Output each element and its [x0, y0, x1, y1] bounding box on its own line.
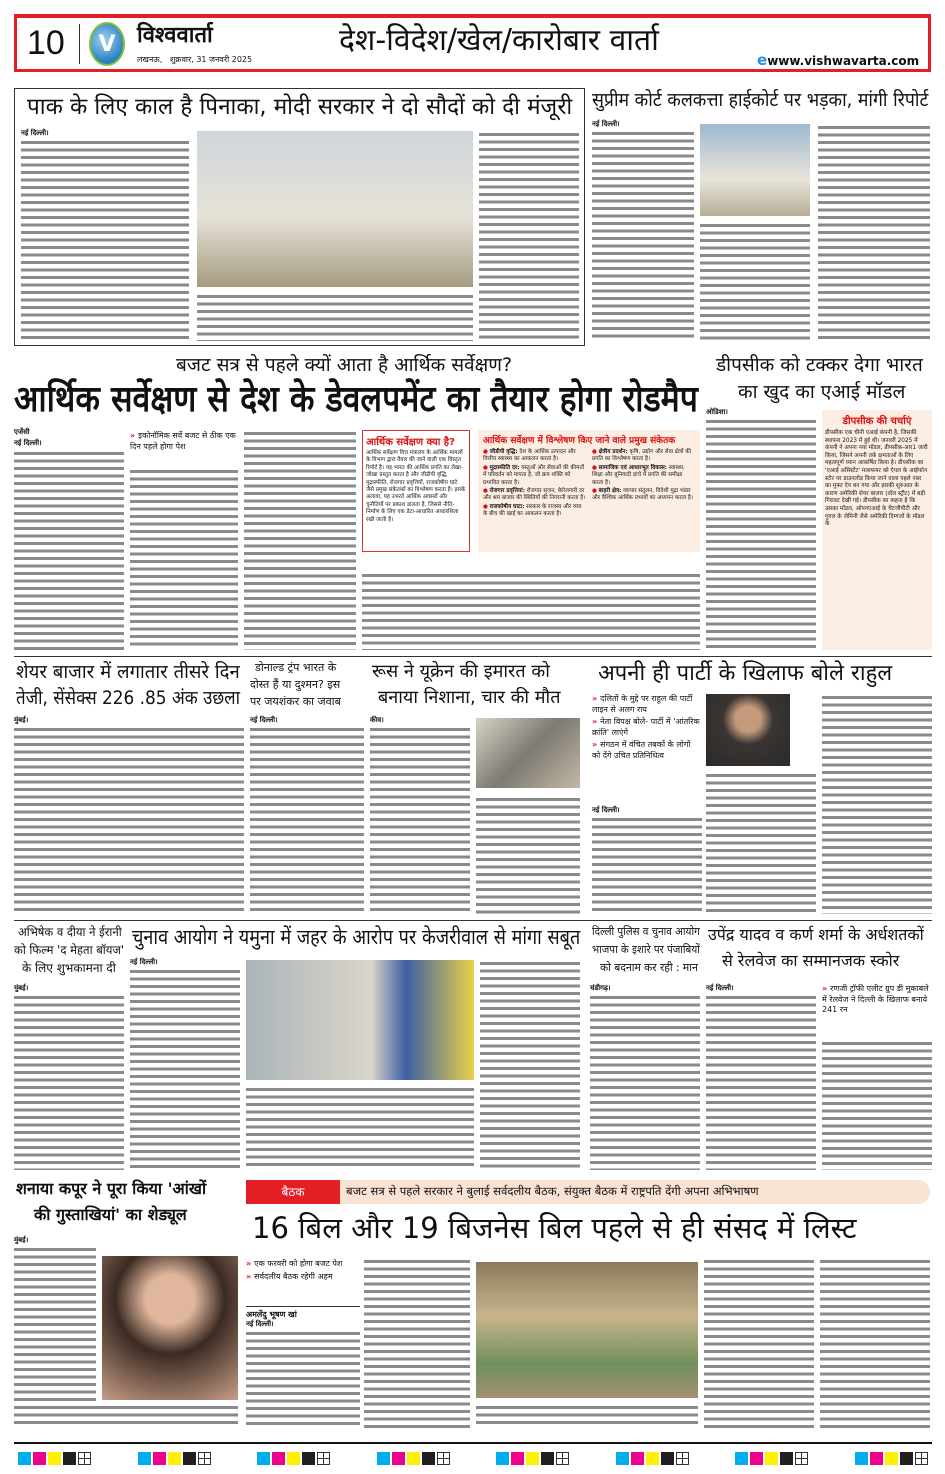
- headline: से रेलवेज का सम्मानजक स्कोर: [722, 951, 900, 970]
- color-swatch: [870, 1452, 883, 1465]
- info-box-indicators: [478, 430, 700, 552]
- shanaya-kapoor-photo: [102, 1256, 238, 1400]
- body-text: [590, 994, 700, 1170]
- color-swatch: [18, 1452, 31, 1465]
- body-text: [822, 694, 932, 914]
- ukraine-building-photo: [476, 718, 580, 788]
- color-swatch: [287, 1452, 300, 1465]
- chevron-icon: »: [592, 717, 598, 726]
- color-bar: [735, 1452, 808, 1466]
- kicker: बजट सत्र से पहले क्यों आता है आर्थिक सर्वेक्षण?: [176, 354, 513, 376]
- headline: शेयर बाजार में लगातार तीसरे दिन: [16, 661, 240, 683]
- color-swatch: [661, 1452, 674, 1465]
- footer-rule: [14, 1442, 932, 1444]
- byline: एजेंसी: [14, 428, 30, 436]
- bullet-icon: ●: [483, 503, 488, 510]
- supreme-court-photo: [700, 124, 810, 216]
- headline: तेजी, सेंसेक्स 226 .85 अंक उछला: [16, 687, 240, 709]
- body-text: [250, 726, 364, 914]
- highlight: » इकोनॉमिक सर्वे बजट से ठीक एक दिन पहले होगा पेश: [130, 431, 236, 451]
- body-text: [21, 139, 189, 339]
- body-text: [592, 816, 702, 914]
- dateline: नई दिल्ली।: [592, 120, 620, 128]
- color-swatch: [302, 1452, 315, 1465]
- chevron-icon: »: [246, 1259, 252, 1268]
- highlights: [592, 694, 700, 763]
- headline: दिल्ली पुलिस व चुनाव आयोग: [592, 925, 700, 938]
- color-swatch: [646, 1452, 659, 1465]
- color-swatch: [257, 1452, 270, 1465]
- color-bar: [257, 1452, 330, 1466]
- color-swatch: [780, 1452, 793, 1465]
- body-text: [704, 1258, 814, 1428]
- color-swatch: [422, 1452, 435, 1465]
- color-swatch: [48, 1452, 61, 1465]
- body-text: [246, 1086, 474, 1170]
- box-body: डीपसीक एक चीनी एआई कंपनी है, जिसकी स्थापना 2023 में हुई थी। जनवरी 2025 में कंपनी ने अपना नया मॉडल, डीपसीक-आर1 जारी किया, जिसने अपनी तर्क क्षमताओं के लिए महत्वपूर्ण ध्यान आकर्षित किया है। डीपसीक का 'एआई असिस्टेंट' मासफयर को ऐपल के आईफोन स्टोर पर डाउनलोड किया जाने वाला पहले नंबर का मुफ्त ऐप बन गया और इसकी शुरुआत के कारण अमेरिकी शेयर बाजार (वॉल स्ट्रीट) में बड़ी गिरावट देखी गई। डीपसीक का कहना है कि उसका मॉडल, ओपनएआई के चैटजीपीटी और गूगल के जेमिनी जैसे अमेरिकी दिग्गजों के मॉडल के: [825, 430, 928, 528]
- crosshair-icon: [78, 1452, 91, 1465]
- deepseek-box: [822, 410, 932, 650]
- color-swatch: [526, 1452, 539, 1465]
- body-text: [476, 796, 580, 914]
- rahul-gandhi-photo: [706, 694, 790, 766]
- crosshair-icon: [795, 1452, 808, 1465]
- indicator-item: ● सामाजिक एवं आधारभूत विकास: स्वास्थ्य, शिक्षा और बुनियादी ढांचे में प्रगति की समीक्षा करता है।: [592, 464, 685, 486]
- parliament-photo: [476, 1262, 698, 1398]
- crosshair-icon: [915, 1452, 928, 1465]
- color-swatch: [885, 1452, 898, 1465]
- dateline: मुंबई।: [14, 716, 29, 724]
- body-text: [362, 572, 700, 650]
- indicator-item: ● जीडीपी वृद्धि: देश के आर्थिक उत्पादन और वित्तीय स्वास्थ्य का आकलन करता है।: [483, 449, 576, 463]
- highlights: [246, 1258, 360, 1284]
- dateline: नई दिल्ली।: [246, 1320, 274, 1328]
- crosshair-icon: [198, 1452, 211, 1465]
- registration-marks: [18, 1452, 928, 1466]
- body-text: [364, 1258, 470, 1428]
- section-title: देश-विदेश/खेल/कारोबार वार्ता: [339, 23, 659, 58]
- body-text: [130, 968, 240, 1170]
- pinaka-rocket-photo: [197, 131, 473, 287]
- info-box-what-is: [362, 430, 470, 552]
- body-text: [14, 1246, 96, 1428]
- divider: [14, 656, 932, 657]
- body-text: [246, 1330, 360, 1428]
- dateline: चंडीगढ़।: [590, 984, 611, 992]
- crosshair-icon: [676, 1452, 689, 1465]
- color-swatch: [631, 1452, 644, 1465]
- color-bar: [616, 1452, 689, 1466]
- color-bar: [18, 1452, 91, 1466]
- ie-icon: e: [757, 51, 768, 69]
- masthead: [14, 14, 931, 72]
- color-swatch: [183, 1452, 196, 1465]
- headline: डीपसीक को टक्कर देगा भारत: [716, 354, 923, 376]
- logo-icon: V: [89, 22, 125, 66]
- body-text: [476, 1404, 698, 1428]
- headline: का खुद का एआई मॉडल: [738, 381, 906, 403]
- box-title: आर्थिक सर्वेक्षण में विश्लेषण किए जाने वाले प्रमुख संकेतक: [483, 436, 676, 446]
- dateline: नई दिल्ली।: [592, 806, 620, 814]
- dateline: मुंबई।: [14, 984, 29, 992]
- color-swatch: [541, 1452, 554, 1465]
- page-number: 10: [27, 24, 65, 62]
- highlight-item: » संगठन में वंचित तबकों के लोगों को देंगे उचित प्रतिनिधित्व: [592, 740, 691, 760]
- headline: अभिषेक व दीया ने ईरानी: [18, 925, 122, 939]
- dateline: नई दिल्ली।: [706, 984, 734, 992]
- dateline: ओडिशा।: [706, 408, 728, 416]
- headline: 16 बिल और 19 बिजनेस बिल पहले से ही संसद में लिस्ट: [252, 1211, 857, 1245]
- box-title: डीपसीक की चर्चाएं: [842, 416, 912, 427]
- divider: [14, 920, 932, 921]
- bullet-icon: ●: [483, 488, 488, 495]
- color-swatch: [392, 1452, 405, 1465]
- body-text: [818, 124, 930, 342]
- kicker: बजट सत्र से पहले सरकार ने बुलाई सर्वदलीय बैठक, संयुक्त बैठक में राष्ट्रपति देंगी अपना अभिभाषण: [346, 1184, 759, 1198]
- body-text: [479, 131, 579, 341]
- color-bar: [138, 1452, 211, 1466]
- dateline: नई दिल्ली।: [250, 716, 278, 724]
- indicator-item: ● बाहरी क्षेत्र: व्यापार संतुलन, विदेशी मुद्रा भंडार और वैश्विक आर्थिक प्रभावों का अध्ययन करता है।: [592, 488, 693, 502]
- crosshair-icon: [437, 1452, 450, 1465]
- dateline: कीव।: [370, 716, 384, 724]
- body-text: [820, 1258, 930, 1428]
- color-swatch: [272, 1452, 285, 1465]
- headline: पर जयशंकर का जवाब: [250, 695, 341, 708]
- body-text: [592, 130, 694, 342]
- dateline: नई दिल्ली।: [130, 958, 158, 966]
- crosshair-icon: [317, 1452, 330, 1465]
- dateline: नई दिल्ली।: [14, 439, 42, 447]
- body-text: [130, 468, 238, 650]
- color-swatch: [33, 1452, 46, 1465]
- divider: [79, 24, 80, 64]
- headline: शनाया कपूर ने पूरा किया 'आंखों: [16, 1179, 207, 1198]
- color-swatch: [750, 1452, 763, 1465]
- headline: आर्थिक सर्वेक्षण से देश के डेवलपमेंट का तैयार होगा रोडमैप: [14, 379, 698, 420]
- color-swatch: [407, 1452, 420, 1465]
- headline: की गुस्ताखियां' का शेड्यूल: [34, 1205, 187, 1224]
- color-swatch: [735, 1452, 748, 1465]
- color-bar: [496, 1452, 569, 1466]
- color-swatch: [900, 1452, 913, 1465]
- indicator-item: ● राजकोषीय घाटा: सरकार के राजस्व और व्यय के बीच की खाई का आकलन करता है।: [483, 503, 582, 518]
- highlight-item: » सर्वदलीय बैठक रहेगी अहम: [246, 1272, 333, 1281]
- headline: बनाया निशाना, चार की मौत: [378, 687, 561, 708]
- headline: डोनाल्ड ट्रंप भारत के: [255, 661, 337, 674]
- color-bar: [855, 1452, 928, 1466]
- bullet-icon: ●: [483, 449, 488, 455]
- bullet-icon: ●: [592, 464, 597, 471]
- body-text: [370, 726, 470, 914]
- bullet-icon: ●: [483, 464, 488, 471]
- body-text: [14, 1404, 238, 1428]
- body-text: [706, 418, 816, 650]
- color-swatch: [616, 1452, 629, 1465]
- body-text: [244, 430, 356, 650]
- color-swatch: [511, 1452, 524, 1465]
- headline: दोस्त हैं या दुश्मन? इस: [250, 678, 341, 691]
- color-swatch: [153, 1452, 166, 1465]
- section-banner: [246, 1180, 930, 1204]
- body-text: [706, 772, 816, 914]
- headline: उपेंद्र यादव व कर्ण शर्मा के अर्धशतकों: [708, 925, 924, 944]
- indicator-item: ● रोजगार प्रवृत्तियां: रोजगार सृजन, बेरोजगारी दर और श्रम बाजार की स्थितियों की निगरानी करता है।: [483, 488, 586, 502]
- body-text: [14, 450, 124, 650]
- box-body: आर्थिक सर्वेक्षण वित्त मंत्रालय के आर्थिक मामलों के विभाग द्वारा तैयार की जाने वाली एक विस्तृत रिपोर्ट है। यह भारत की आर्थिक प्रगति का लेखा-जोखा प्रस्तुत करता है और जीडीपी वृद्धि, मुद्रास्फीति, रोजगार प्रवृत्तियों, राजकोषीय घाटे जैसे प्रमुख संकेतकों का विश्लेषण करता है। इसके अलावा, यह उभरते आर्थिक अवसरों और चुनौतियों पर प्रकाश डालता है, जिससे नीति-निर्माण के लिए एक डेटा-आधारित आधारशिला रखी जाती है।: [366, 450, 466, 523]
- chevron-icon: »: [822, 984, 828, 993]
- headline: के लिए शुभकामना दी: [22, 961, 116, 975]
- body-text: [14, 994, 124, 1170]
- color-swatch: [496, 1452, 509, 1465]
- headline: अपनी ही पार्टी के खिलाफ बोले राहुल: [598, 661, 893, 686]
- kejriwal-photo: [246, 960, 474, 1080]
- dateline: मुंबई।: [14, 1236, 29, 1244]
- chevron-icon: »: [130, 431, 136, 440]
- byline: अमलेंदु भूषण खां: [246, 1306, 360, 1320]
- dateline: लखनऊ, शुक्रवार, 31 जनवरी 2025: [137, 55, 253, 64]
- color-swatch: [63, 1452, 76, 1465]
- color-swatch: [765, 1452, 778, 1465]
- body-text: [14, 726, 244, 914]
- story-pinaka: [14, 88, 585, 346]
- highlight-item: » दलितों के मुद्दे पर राहुल की पार्टी लाइन से अलग राय: [592, 694, 693, 714]
- headline: चुनाव आयोग ने यमुना में जहर के आरोप पर केजरीवाल से मांगा सबूत: [132, 925, 581, 949]
- box-title: आर्थिक सर्वेक्षण क्या है?: [366, 437, 455, 448]
- crosshair-icon: [556, 1452, 569, 1465]
- body-text: [706, 994, 816, 1170]
- body-text: [700, 222, 810, 342]
- story-supreme-court: [592, 88, 932, 346]
- headline: पाक के लिए काल है पिनाका, मोदी सरकार ने दो सौदों को दी मंजूरी: [27, 94, 573, 120]
- headline: रूस ने यूक्रेन की इमारत को: [372, 661, 550, 682]
- highlight-item: » नेता विपक्ष बोले- पार्टी में 'आंतरिक क्रांति' लाएंगे: [592, 717, 700, 737]
- highlight: » रणजी ट्रॉफी एलीट ग्रुप डी मुकाबले में रेलवेज ने दिल्ली के खिलाफ बनाये 241 रन: [822, 984, 929, 1014]
- body-text: [197, 293, 473, 341]
- indicator-item: ● मुद्रास्फीति दर: वस्तुओं और सेवाओं की कीमतों में परिवर्तन को मापता है, जो क्रय शक्ति को प्रभावित करता है।: [483, 464, 585, 486]
- color-swatch: [855, 1452, 868, 1465]
- section-tag: बैठक: [246, 1180, 340, 1204]
- chevron-icon: »: [592, 694, 598, 703]
- body-text: [480, 960, 580, 1170]
- chevron-icon: »: [246, 1272, 252, 1281]
- bullet-icon: ●: [592, 449, 597, 455]
- color-swatch: [168, 1452, 181, 1465]
- logo-name: विश्ववार्ता: [137, 23, 213, 48]
- bullet-icon: ●: [592, 488, 597, 495]
- website-link[interactable]: ewww.vishwavarta.com: [757, 51, 920, 69]
- headline: सुप्रीम कोर्ट कलकत्ता हाईकोर्ट पर भड़का, मांगी रिपोर्ट: [592, 89, 929, 111]
- headline: भाजपा के इशारे पर पंजाबियों: [592, 943, 700, 956]
- color-bar: [377, 1452, 450, 1466]
- headline: को फिल्म 'द मेहता बॉयज': [14, 943, 125, 957]
- color-swatch: [377, 1452, 390, 1465]
- chevron-icon: »: [592, 740, 598, 749]
- color-swatch: [138, 1452, 151, 1465]
- highlight-item: » एक फरवरी को होगा बजट पेश: [246, 1259, 343, 1268]
- headline: को बदनाम कर रही : मान: [600, 961, 698, 974]
- body-text: [822, 1040, 932, 1170]
- indicator-item: ● क्षेत्रीय प्रदर्शन: कृषि, उद्योग और सेवा क्षेत्रों की प्रगति का विश्लेषण करता है।: [592, 449, 691, 463]
- dateline: नई दिल्ली।: [21, 129, 49, 137]
